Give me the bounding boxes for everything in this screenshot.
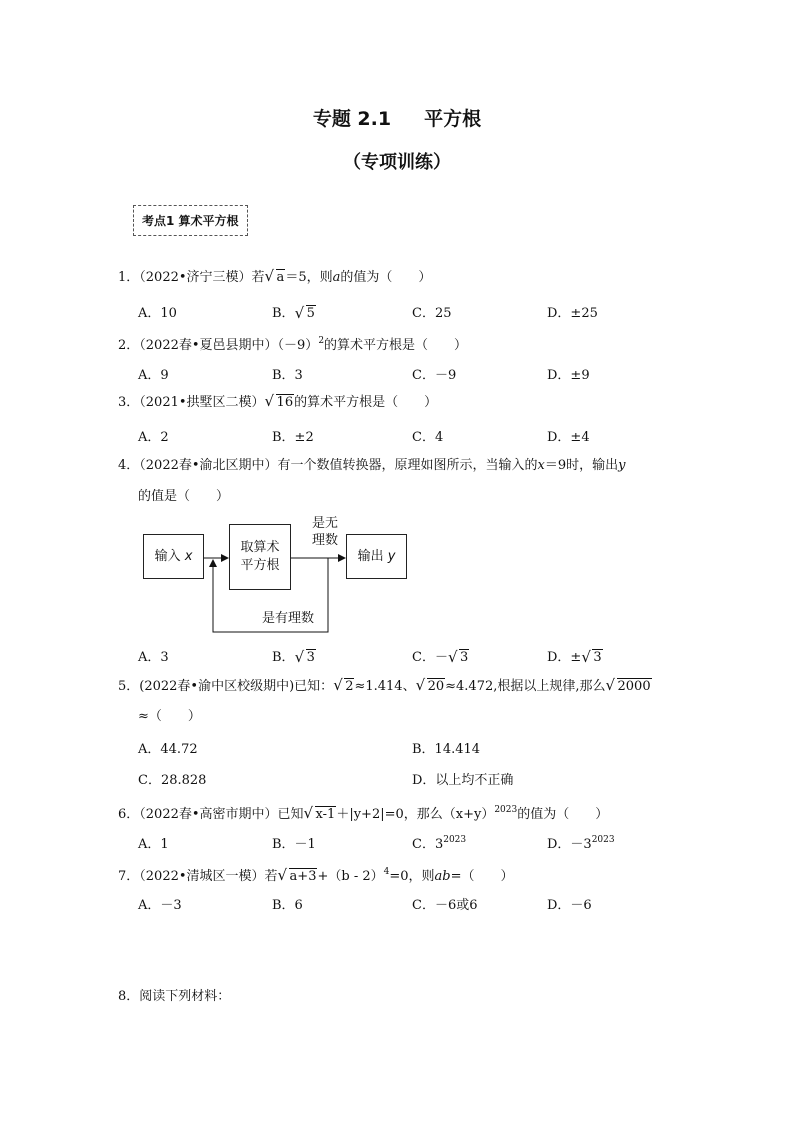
question-text: ≈4.472,根据以上规律,那么 xyxy=(445,679,606,694)
output-label: 输出 xyxy=(357,548,384,564)
option-c: C．－6或6 xyxy=(412,898,478,913)
question-number: 2． xyxy=(118,338,140,353)
option-c: C．25 xyxy=(412,306,452,321)
option-c: C．28.828 xyxy=(138,773,207,788)
radicand: 2 xyxy=(345,679,354,694)
option-label: B． xyxy=(272,650,295,665)
radicand: x-1 xyxy=(315,807,336,822)
option-b: B．±2 xyxy=(272,430,314,445)
exponent: 2 xyxy=(318,336,325,346)
question-number: 5． xyxy=(118,679,140,694)
sqrt-expression xyxy=(608,678,652,696)
option-b: B．3 xyxy=(272,368,303,383)
radicand: a+3 xyxy=(289,869,317,884)
question-text: (2022春•渝中区校级期中)已知： xyxy=(139,679,334,694)
page-subtitle: （专项训练） xyxy=(343,152,451,173)
output-box xyxy=(346,534,407,579)
exponent: 2023 xyxy=(494,805,518,815)
process-label: 平方根 xyxy=(240,558,280,573)
sqrt-expression xyxy=(418,678,446,696)
variable: x xyxy=(537,458,545,473)
radicand: 5 xyxy=(306,306,315,321)
option-c: C．4 xyxy=(412,430,444,445)
page-title: 专题 2.1 平方根 xyxy=(312,108,482,130)
option-label: D．± xyxy=(547,650,582,665)
question-text: 的算术平方根是（ ） xyxy=(294,395,438,410)
question-text: ＋|y+2|=0，那么（x+y） xyxy=(336,807,495,822)
question-text: ≈1.414、 xyxy=(354,679,416,694)
option-d: D．以上均不正确 xyxy=(412,773,514,788)
sqrt-expression xyxy=(267,394,295,412)
variable: a xyxy=(332,270,341,285)
variable: x xyxy=(184,548,193,564)
variable: ab xyxy=(434,869,451,884)
radicand: 16 xyxy=(276,395,294,410)
question-1 xyxy=(118,269,431,287)
question-text: （2022•清城区一模）若 xyxy=(139,869,278,884)
section-tag: 考点1 算术平方根 xyxy=(133,205,248,236)
radicand: 2000 xyxy=(617,679,651,694)
question-number: 6． xyxy=(118,807,140,822)
question-text: （2022春•渝北区期中）有一个数值转换器，原理如图所示，当输入的 xyxy=(139,458,538,473)
question-4-line2: 的值是（ ） xyxy=(138,489,230,504)
option-b xyxy=(272,646,316,665)
question-source: （2021•拱墅区二模） xyxy=(139,395,265,410)
question-4 xyxy=(118,457,626,475)
question-text: 的值为（ ） xyxy=(517,807,609,822)
option-b xyxy=(272,302,316,321)
question-number: 3． xyxy=(118,395,140,410)
option-b: B．6 xyxy=(272,898,303,913)
option-c xyxy=(412,833,466,852)
irrational-label-line: 是无 xyxy=(311,516,338,531)
exponent: 4 xyxy=(383,867,390,877)
option-label: B． xyxy=(272,306,295,321)
option-label: D．－3 xyxy=(547,837,592,852)
rational-label: 是有理数 xyxy=(261,611,314,626)
option-a: A．3 xyxy=(138,650,169,665)
radicand: a xyxy=(276,270,285,285)
option-d xyxy=(547,833,615,852)
sqrt-expression xyxy=(297,650,316,665)
question-number: 1． xyxy=(118,270,140,285)
option-label: C．3 xyxy=(412,837,444,852)
option-c: C．－9 xyxy=(412,368,457,383)
option-d: D．±9 xyxy=(547,368,590,383)
question-3 xyxy=(118,394,437,412)
option-a: A．44.72 xyxy=(138,742,198,757)
question-8 xyxy=(118,988,230,1006)
irrational-label xyxy=(300,515,350,549)
input-label: 输入 xyxy=(154,548,181,564)
exponent: 2023 xyxy=(443,835,467,845)
option-a: A．10 xyxy=(138,306,177,321)
process-box xyxy=(229,524,291,590)
radicand: 3 xyxy=(459,650,469,665)
irrational-label-line: 理数 xyxy=(311,533,338,548)
exponent: 2023 xyxy=(591,835,615,845)
question-number: 8． xyxy=(118,989,140,1004)
question-5 xyxy=(118,678,652,696)
arrow-feedback-loop xyxy=(213,558,328,632)
option-a: A．1 xyxy=(138,837,169,852)
question-text: （2022春•高密市期中）已知 xyxy=(139,807,304,822)
question-text: +（b - 2） xyxy=(317,869,384,884)
question-6 xyxy=(118,801,608,824)
sqrt-expression xyxy=(306,806,337,824)
question-text: 阅读下列材料： xyxy=(139,989,231,1004)
option-b: B．14.414 xyxy=(412,742,481,757)
question-source: （2022•济宁三模）若 xyxy=(139,270,265,285)
question-text: =（ ） xyxy=(450,869,514,884)
question-text: 的算术平方根是（ ） xyxy=(324,338,468,353)
sqrt-expression xyxy=(335,678,354,696)
option-label: C．－ xyxy=(412,650,448,665)
question-number: 4． xyxy=(118,458,140,473)
question-text: ＝5，则 xyxy=(285,270,333,285)
sqrt-expression xyxy=(280,868,318,886)
variable: y xyxy=(618,458,626,473)
variable: y xyxy=(387,548,396,564)
question-7 xyxy=(118,863,514,886)
question-5-line2: ≈（ ） xyxy=(138,709,201,724)
sqrt-expression xyxy=(583,650,602,665)
radicand: 3 xyxy=(306,650,315,665)
input-box xyxy=(143,534,204,579)
question-text: 的值为（ ） xyxy=(340,270,432,285)
process-label: 取算术 xyxy=(240,540,280,555)
option-d: D．±25 xyxy=(547,306,598,321)
question-text: ＝9时，输出 xyxy=(544,458,619,473)
question-2 xyxy=(118,332,467,355)
option-a: A．2 xyxy=(138,430,169,445)
option-d: D．－6 xyxy=(547,898,592,913)
sqrt-expression xyxy=(267,269,286,287)
question-text: （2022春•夏邑县期中）（－9） xyxy=(139,338,319,353)
sqrt-expression xyxy=(297,306,316,321)
option-b: B．－1 xyxy=(272,837,316,852)
question-text: =0，则 xyxy=(389,869,435,884)
option-d: D．±4 xyxy=(547,430,590,445)
sqrt-expression xyxy=(450,650,469,665)
radicand: 20 xyxy=(427,679,445,694)
option-c xyxy=(412,646,469,665)
option-d xyxy=(547,646,603,665)
question-number: 7． xyxy=(118,869,140,884)
radicand: 3 xyxy=(593,650,602,665)
option-a: A．9 xyxy=(138,368,169,383)
option-a: A．－3 xyxy=(138,898,182,913)
